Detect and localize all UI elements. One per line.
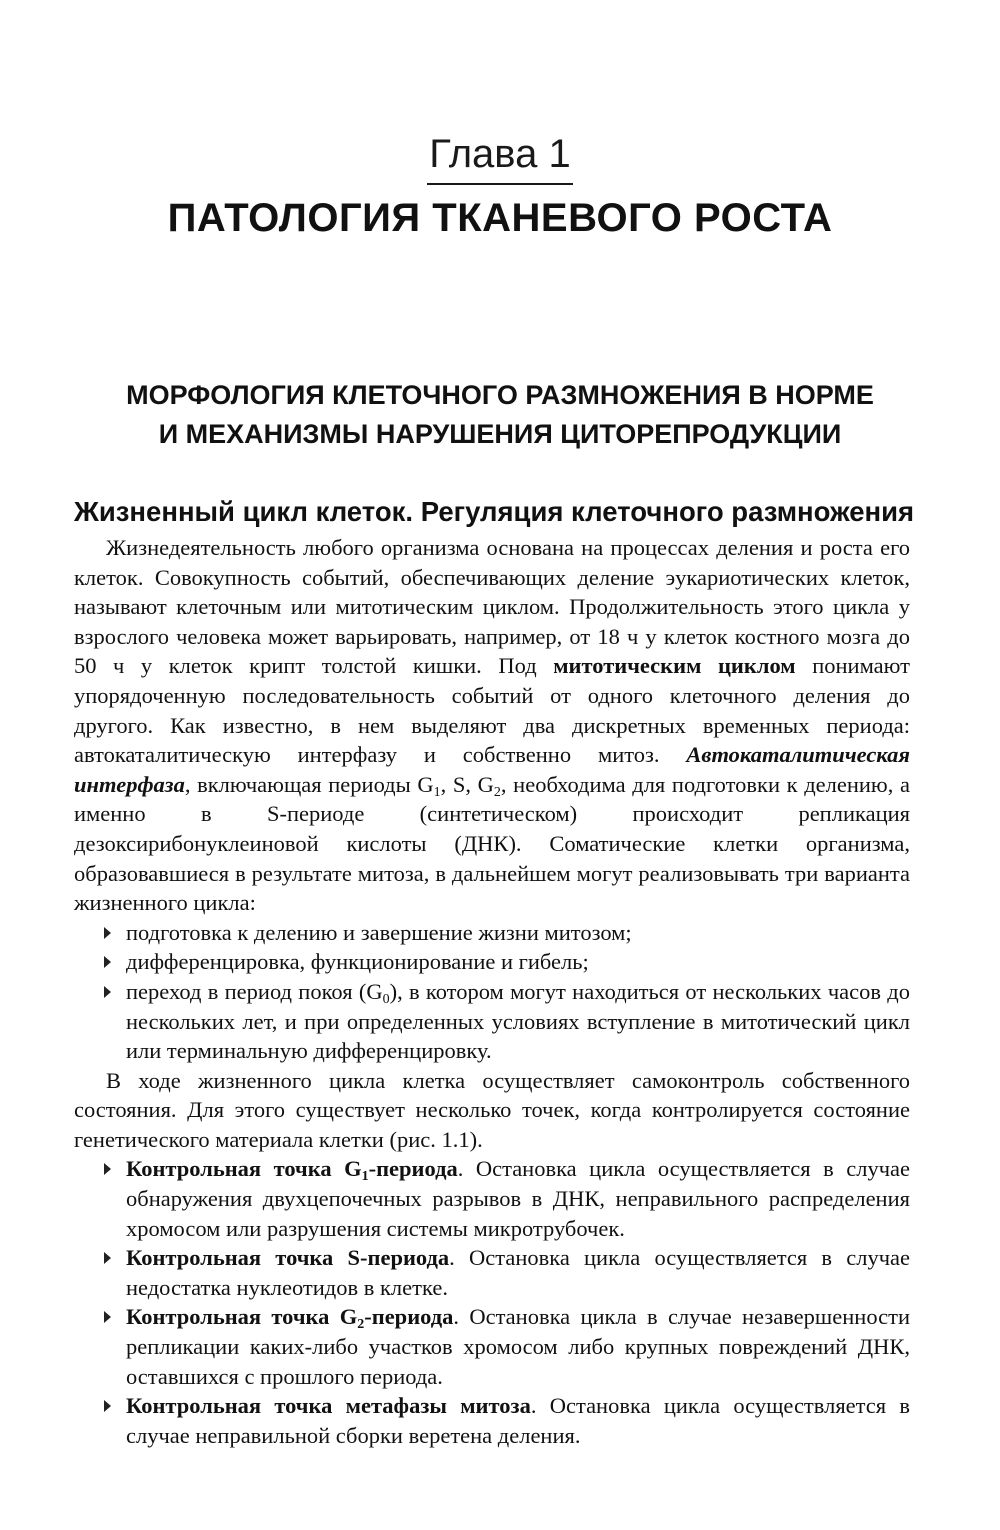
- paragraph-checkpoints: В ходе жизненного цикла клетка осуществляет самоконтроль собственного состояния. Для этого существует несколько точек, когда контролируется состояние генетического материала клетки (рис. 1.1).: [74, 1067, 910, 1152]
- checkpoint-term: Контрольная точка S-периода: [126, 1245, 450, 1271]
- paragraph-cell-cycle: [74, 533, 910, 918]
- life-cycle-variants-list: [74, 918, 910, 1066]
- bullet-arrow-icon: [104, 927, 111, 939]
- paragraph-text: понимают упорядоченную последовательность событий от одного клеточного деления до другого. Как известно, в нем выделяют два дискретных временных периода: автокаталитическую интерфазу и собственно митоз.: [74, 653, 910, 768]
- paragraph-text: , включающая периоды G: [184, 771, 434, 797]
- paragraph-text: Жизнедеятельность любого организма основана на процессах деления и роста его клеток. Совокупность событий, обеспечивающих деление эукариотических клеток, называют клеточным или митотическим циклом. Продолжительность этого цикла у взрослого человека может варьировать, например, от 18 ч у клеток костного мозга до 50 ч у клеток крипт толстой кишки. Под: [74, 535, 910, 679]
- list-item: [74, 947, 910, 977]
- list-item-text: дифференцировка, функционирование и гибель;: [126, 949, 589, 975]
- term-autocatalytic-interphase: Автокаталитическая интерфаза: [74, 742, 910, 797]
- list-item: [74, 1243, 910, 1302]
- list-item: [74, 1391, 910, 1450]
- list-item-text: . Остановка цикла осуществляется в случае обнаружения двухцепочечных разрывов в ДНК, неправильного распределения хромосом или разрушения системы микротрубочек.: [126, 1156, 910, 1241]
- list-item-text: ), в котором могут находиться от нескольких часов до нескольких лет, и при определенных условиях вступление в митотический цикл или терминальную дифференцировку.: [126, 978, 910, 1064]
- paragraph-text: , необходима для подготовки к делению, а именно в S-периоде (синтетическом) происходит репликация дезоксирибонуклеиновой кислоты (ДНК). Соматические клетки организма, образовавшиеся в результате митоза, в дальнейшем могут реализовывать три варианта жизненного цикла:: [74, 771, 910, 916]
- subscript: 1: [361, 1169, 369, 1185]
- list-item: [74, 1302, 910, 1391]
- bullet-arrow-icon: [104, 1252, 111, 1264]
- bullet-arrow-icon: [104, 986, 111, 998]
- list-item: [74, 977, 910, 1066]
- bullet-arrow-icon: [104, 1311, 111, 1323]
- paragraph-text: , S, G: [440, 771, 494, 797]
- term-text: Контрольная точка G: [126, 1304, 358, 1330]
- list-item-text: подготовка к делению и завершение жизни митозом;: [126, 919, 632, 945]
- subscript: 1: [433, 784, 441, 800]
- section-title-line2: И МЕХАНИЗМЫ НАРУШЕНИЯ ЦИТОРЕПРОДУКЦИИ: [158, 419, 842, 449]
- chapter-label-text: Глава 1: [427, 132, 572, 185]
- bullet-arrow-icon: [104, 956, 111, 968]
- list-item: [74, 918, 910, 948]
- subsection-title: Жизненный цикл клеток. Регуляция клеточного размножения: [74, 496, 915, 527]
- chapter-label: [0, 132, 1000, 185]
- section-title: [0, 376, 1000, 454]
- bullet-arrow-icon: [104, 1163, 111, 1175]
- subscript: 2: [357, 1317, 365, 1333]
- checkpoints-list: [74, 1154, 910, 1450]
- term-mitotic-cycle: митотическим циклом: [553, 653, 796, 679]
- list-item: [74, 1154, 910, 1243]
- list-item-text: переход в период покоя (G: [126, 978, 383, 1004]
- list-item-text: . Остановка цикла осуществляется в случае недостатка нуклеотидов в клетке.: [126, 1245, 911, 1300]
- term-text: -периода: [368, 1156, 458, 1182]
- section-title-line1: МОРФОЛОГИЯ КЛЕТОЧНОГО РАЗМНОЖЕНИЯ В НОРМЕ: [126, 380, 874, 410]
- list-item-text: . Остановка цикла осуществляется в случае неправильной сборки веретена деления.: [126, 1393, 911, 1448]
- bullet-arrow-icon: [104, 1400, 111, 1412]
- term-text: Контрольная точка G: [126, 1156, 362, 1182]
- chapter-title: ПАТОЛОГИЯ ТКАНЕВОГО РОСТА: [167, 196, 833, 240]
- body-text: [74, 533, 910, 1450]
- checkpoint-term: [126, 1304, 454, 1333]
- subscript: 0: [382, 991, 390, 1007]
- list-item-text: . Остановка цикла в случае незавершенности репликации каких-либо участков хромосом либо крупных повреждений ДНК, оставшихся с прошлого периода.: [126, 1304, 910, 1389]
- checkpoint-term: Контрольная точка метафазы митоза: [126, 1393, 531, 1419]
- subscript: 2: [493, 784, 501, 800]
- checkpoint-term: [126, 1156, 458, 1185]
- term-text: -периода: [364, 1304, 454, 1330]
